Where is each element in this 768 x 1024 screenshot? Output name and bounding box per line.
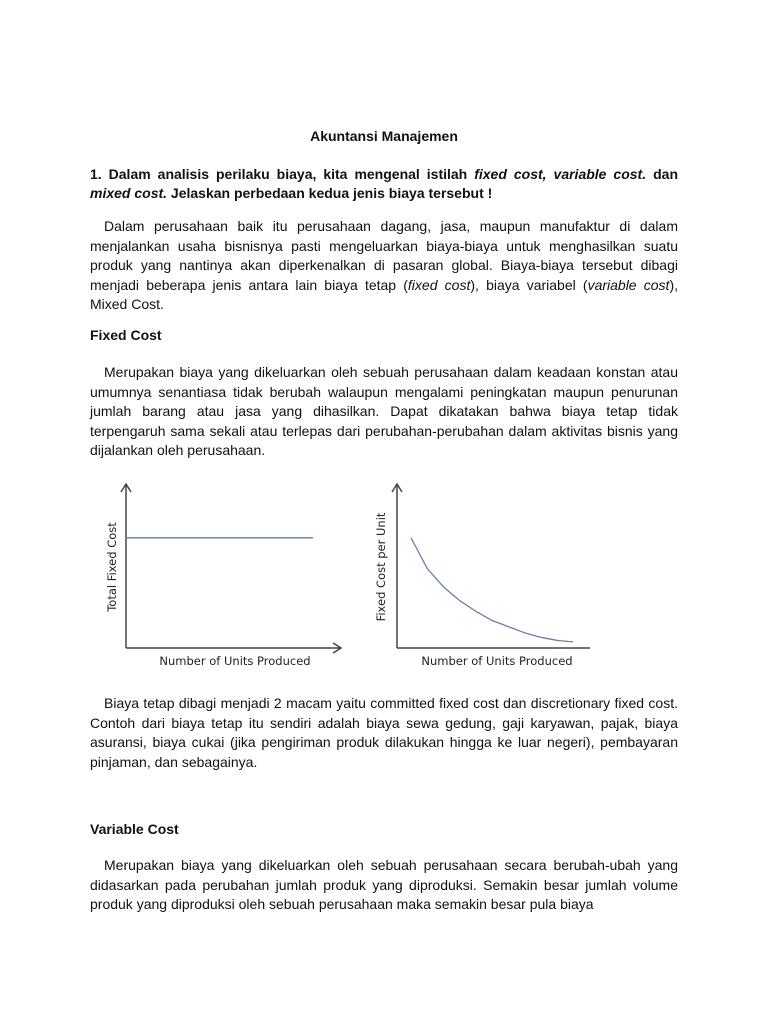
variable-cost-text: Merupakan biaya yang dikeluarkan oleh sebuah perusahaan secara berubah-ubah yang didasarkan pada perubahan jumlah produk yang diproduksi. Semakin besar jumlah volume produk yang diproduksi oleh sebuah perusahaan maka semakin besar pula biaya (90, 857, 678, 912)
intro-text-2: ), biaya variabel ( (470, 276, 588, 293)
fixed-cost-types-text: Biaya tetap dibagi menjadi 2 macam yaitu committed fixed cost dan discretionary fixed cost. Contoh dari biaya tetap itu sendiri adalah biaya sewa gedung, gaji karyawan, pajak, biaya asuransi, biaya cukai (jika pengiriman produk dilakukan hingga ke luar negeri), pembayaran pinjaman, dan sebagainya. (90, 695, 678, 770)
question-prefix: 1. Dalam analisis perilaku biaya, kita mengenal istilah (90, 166, 475, 182)
chart2-series-line (411, 538, 573, 642)
question-suffix: Jelaskan perbedaan kedua jenis biaya tersebut ! (167, 185, 493, 201)
intro-paragraph (90, 217, 678, 315)
variable-cost-heading: Variable Cost (90, 821, 179, 837)
chart2-svg (365, 475, 595, 675)
variable-cost-paragraph (90, 856, 678, 915)
fixed-cost-paragraph (90, 363, 678, 461)
intro-text-3: ), Mixed Cost. (90, 276, 678, 312)
chart2-x-label: Number of Units Produced (421, 654, 573, 668)
intro-text-1: Dalam perusahaan baik itu perusahaan dagang, jasa, maupun manufaktur di dalam menjalankan usaha bisnisnya pasti mengeluarkan biaya-biaya untuk menghasilkan suatu produk yang nantinya akan diperkenalkan di pasaran global. Biaya-biaya tersebut dibagi menjadi beberapa jenis antara lain biaya tetap ( (90, 218, 678, 293)
chart1-svg (95, 475, 355, 675)
fixed-cost-heading: Fixed Cost (90, 327, 162, 343)
chart1-y-label: Total Fixed Cost (105, 522, 119, 612)
document-title: Akuntansi Manajemen (310, 128, 458, 144)
intro-italic-variable-cost: variable cost (587, 276, 670, 293)
intro-italic-fixed-cost: fixed cost (407, 276, 471, 293)
question-term-mixed: mixed cost. (90, 185, 168, 201)
chart1-x-label: Number of Units Produced (159, 654, 311, 668)
fixed-cost-per-unit-chart (365, 475, 595, 675)
question-term-fixed-variable: fixed cost, variable cost. (474, 166, 647, 182)
question-mid: dan (646, 166, 678, 182)
question-text (90, 165, 678, 203)
fixed-cost-types-paragraph (90, 694, 678, 772)
fixed-cost-text: Merupakan biaya yang dikeluarkan oleh sebuah perusahaan dalam keadaan konstan atau umumnya senantiasa tidak berubah walaupun mengalami peningkatan maupun penurunan jumlah barang atau jasa yang dihasilkan. Dapat dikatakan bahwa biaya tetap tidak terpengaruh sama sekali atau terlepas dari perubahan-perubahan dalam aktivitas bisnis yang dijalankan oleh perusahaan. (90, 364, 678, 458)
chart2-y-label: Fixed Cost per Unit (374, 512, 388, 622)
total-fixed-cost-chart (95, 475, 355, 675)
